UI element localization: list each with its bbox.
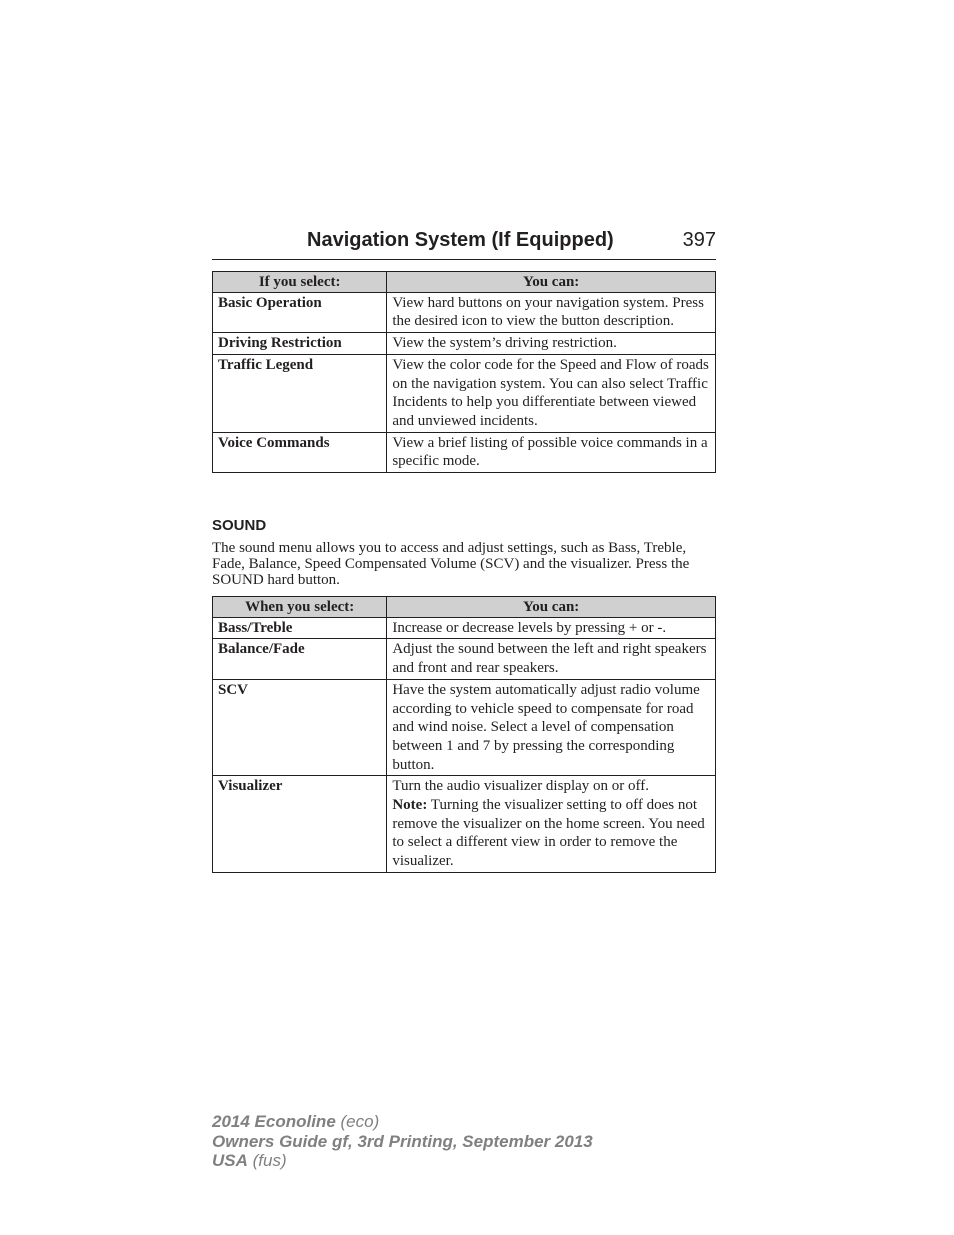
row-description: View the color code for the Speed and Flow of roads on the navigation system. You can also select Traffic Incidents to help you differentiate between viewed and unviewed incidents. bbox=[387, 354, 716, 432]
table-header-row bbox=[213, 597, 716, 618]
footer-guide: Owners Guide gf, 3rd Printing, September 2013 bbox=[212, 1131, 593, 1151]
row-label: Bass/Treble bbox=[213, 617, 387, 639]
sound-settings-table bbox=[212, 596, 716, 873]
footer-guide-line bbox=[212, 1132, 593, 1152]
sound-intro-paragraph: The sound menu allows you to access and adjust settings, such as Bass, Treble, Fade, Balance, Speed Compensated Volume (SCV) and the visualizer. Press the SOUND hard button. bbox=[212, 540, 690, 589]
row-description-text: Turn the audio visualizer display on or off. bbox=[392, 778, 649, 795]
row-label: Driving Restriction bbox=[213, 333, 387, 355]
table-row bbox=[213, 354, 716, 432]
row-label: Traffic Legend bbox=[213, 354, 387, 432]
footer-market: USA bbox=[212, 1151, 248, 1170]
table-row bbox=[213, 292, 716, 332]
row-description: View the system’s driving restriction. bbox=[387, 333, 716, 355]
footer-market-line bbox=[212, 1151, 593, 1171]
navigation-settings-table bbox=[212, 271, 716, 473]
note-text: Turning the visualizer setting to off does not remove the visualizer on the home screen. You need to select a different view in order to remove the visualizer. bbox=[392, 797, 705, 870]
column-header: When you select: bbox=[213, 597, 387, 618]
footer-model: 2014 Econoline bbox=[212, 1112, 336, 1131]
table-row bbox=[213, 432, 716, 472]
page-number: 397 bbox=[682, 229, 716, 251]
page-header bbox=[212, 229, 716, 260]
row-description: Have the system automatically adjust radio volume according to vehicle speed to compensate for road and wind noise. Select a level of compensation between 1 and 7 by pressing the corresponding button. bbox=[387, 679, 716, 776]
column-header: You can: bbox=[387, 597, 716, 618]
row-description: View hard buttons on your navigation system. Press the desired icon to view the button description. bbox=[387, 292, 716, 332]
table-row bbox=[213, 617, 716, 639]
table-row bbox=[213, 333, 716, 355]
row-label: Basic Operation bbox=[213, 292, 387, 332]
note-label: Note: bbox=[392, 797, 428, 814]
footer-model-line bbox=[212, 1112, 593, 1132]
footer-model-code: (eco) bbox=[335, 1112, 380, 1131]
table-row bbox=[213, 639, 716, 679]
section-heading-sound: SOUND bbox=[212, 517, 267, 534]
page-footer bbox=[212, 1112, 593, 1171]
row-description bbox=[387, 776, 716, 873]
footer-market-code: (fus) bbox=[247, 1151, 287, 1170]
row-description: Adjust the sound between the left and right speakers and front and rear speakers. bbox=[387, 639, 716, 679]
column-header: If you select: bbox=[213, 272, 387, 293]
table-header-row bbox=[213, 272, 716, 293]
row-label: SCV bbox=[213, 679, 387, 776]
row-description: Increase or decrease levels by pressing + or -. bbox=[387, 617, 716, 639]
table-row bbox=[213, 679, 716, 776]
row-label: Voice Commands bbox=[213, 432, 387, 472]
column-header: You can: bbox=[387, 272, 716, 293]
row-label: Visualizer bbox=[213, 776, 387, 873]
table-row bbox=[213, 776, 716, 873]
row-description: View a brief listing of possible voice commands in a specific mode. bbox=[387, 432, 716, 472]
row-label: Balance/Fade bbox=[213, 639, 387, 679]
page-title: Navigation System (If Equipped) bbox=[307, 229, 614, 251]
